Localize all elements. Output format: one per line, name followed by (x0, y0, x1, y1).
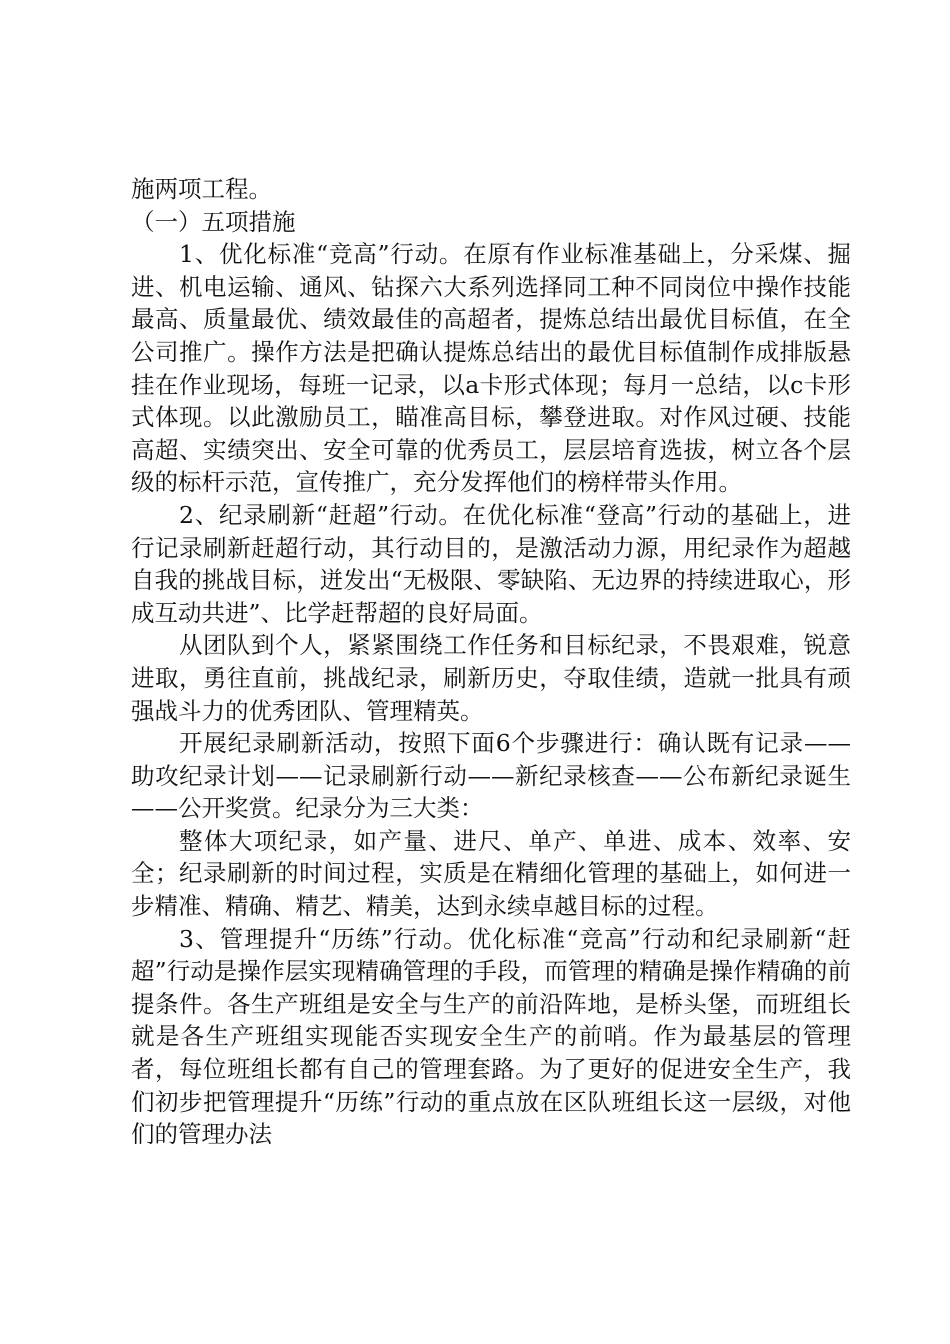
section-heading-five-measures: （一）五项措施 (131, 207, 296, 236)
paragraph-team-to-individual: 从团队到个人，紧紧围绕工作任务和目标纪录，不畏艰难，锐意进取，勇往直前，挑战纪录，刷新历史，夺取佳绩，造就一批具有顽强战斗力的优秀团队、管理精英。 (131, 631, 851, 725)
paragraph-continuation: 施两项工程。 (131, 175, 272, 203)
document-body (131, 173, 851, 1151)
paragraph-measure-3: 3、管理提升“历练”行动。优化标准“竞高”行动和纪录刷新“赶超”行动是操作层实现精确管理的手段，而管理的精确是操作精确的前提条件。各生产班组是安全与生产的前沿阵地，是桥头堡，而班组长就是各生产班组实现能否实现安全生产的前哨。作为最基层的管理者，每位班组长都有自己的管理套路。为了更好的促进安全生产，我们初步把管理提升“历练”行动的重点放在区队班组长这一层级，对他们的管理办法 (131, 924, 851, 1149)
paragraph-overall-records: 整体大项纪录，如产量、进尺、单产、单进、成本、效率、安全；纪录刷新的时间过程，实质是在精细化管理的基础上，如何进一步精准、精确、精艺、精美，达到永续卓越目标的过程。 (131, 826, 851, 921)
paragraph-measure-1: 1、优化标准“竞高”行动。在原有作业标准基础上，分采煤、掘进、机电运输、通风、钻探六大系列选择同工种不同岗位中操作技能最高、质量最优、绩效最佳的高超者，提炼总结出最优目标值，在全公司推广。操作方法是把确认提炼总结出的最优目标值制作成排版悬挂在作业现场，每班一记录，以a卡形式体现；每月一总结，以c卡形式体现。以此激励员工，瞄准高目标，攀登进取。对作风过硬、技能高超、实绩突出、安全可靠的优秀员工，层层培育选拔，树立各个层级的标杆示范，宣传推广，充分发挥他们的榜样带头作用。 (131, 240, 851, 497)
paragraph-record-steps: 开展纪录刷新活动，按照下面6个步骤进行：确认既有记录——助攻纪录计划——记录刷新行动——新纪录核查——公布新纪录诞生——公开奖赏。纪录分为三大类： (131, 729, 851, 823)
paragraph-measure-2: 2、纪录刷新“赶超”行动。在优化标准“登高”行动的基础上，进行记录刷新赶超行动，其行动目的，是激活动力源，用纪录作为超越自我的挑战目标，迸发出“无极限、零缺陷、无边界的持续进取心，形成互动共进”、比学赶帮超的良好局面。 (131, 500, 851, 627)
